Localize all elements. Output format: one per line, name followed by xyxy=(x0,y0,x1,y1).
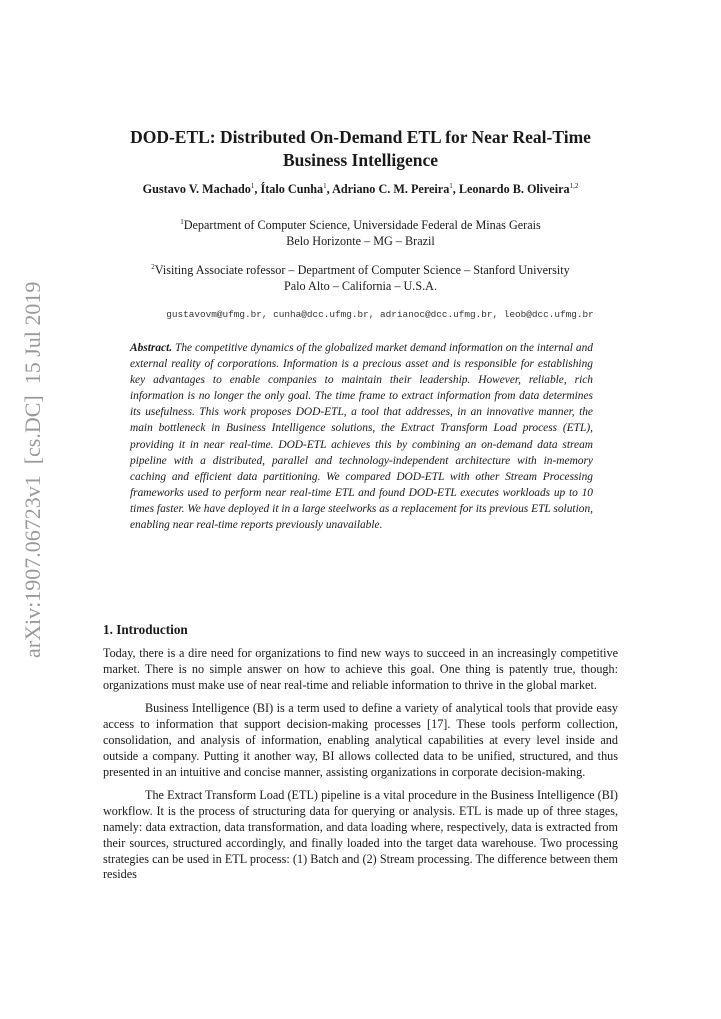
author-name: Gustavo V. Machado xyxy=(142,182,251,196)
author-affiliation-mark: 1 xyxy=(323,181,327,190)
affiliation-line: Belo Horizonte – MG – Brazil xyxy=(286,234,435,248)
affiliation-line: Palo Alto – California – U.S.A. xyxy=(283,279,437,293)
author-affiliation-mark: 1,2 xyxy=(569,181,579,190)
affiliation-1 xyxy=(80,217,641,249)
abstract-label: Abstract. xyxy=(130,342,173,354)
arxiv-stamp-text: arXiv:1907.06723v1 [cs.DC] 15 Jul 2019 xyxy=(20,281,45,658)
section-heading: 1. Introduction xyxy=(103,622,188,637)
author-name: Leonardo B. Oliveira xyxy=(458,182,570,196)
affiliation-line: Department of Computer Science, Universidade Federal de Minas Gerais xyxy=(183,218,541,232)
body-paragraph: Business Intelligence (BI) is a term used to define a variety of analytical tools that provide easy access to information that support decision-making processes [17]. These tools perform collection, consolidation, and analysis of information, enabling analytical capabilities at every level inside and outside a company. Putting it another way, BI allows collected data to be unified, structured, and thus presented in an intuitive and concise manner, assisting organizations in corporate decision-making. xyxy=(103,701,618,779)
abstract xyxy=(130,340,593,533)
author-affiliation-mark: 1 xyxy=(250,181,255,190)
body-paragraph: Today, there is a dire need for organizations to find new ways to succeed in an increasingly competitive market. There is no simple answer on how to achieve this goal. One thing is patently true, though: organizations must make use of near real-time and reliable information to thrive in the global market. xyxy=(103,646,618,692)
author-list: Gustavo V. Machado$^1$, Ítalo Cunha$^1$, Adriano C. M. Pereira$^1$, Leonardo B. Oliveira$^{1,2}$ xyxy=(142,181,579,196)
author-name: Adriano C. M. Pereira xyxy=(332,182,450,196)
section-body xyxy=(103,646,618,883)
paper-title: DOD-ETL: Distributed On-Demand ETL for Near Real-Time Business Intelligence xyxy=(130,127,591,170)
affiliation-2 xyxy=(80,262,641,294)
abstract-text: The competitive dynamics of the globalized market demand information on the internal and external reality of corporations. Information is a precious asset and is responsible for establishing key advantages to enable companies to maintain their leadership. However, reliable, rich information is no longer the only goal. The time frame to extract information from data determines its usefulness. This work proposes DOD-ETL, a tool that addresses, in an innovative manner, the main bottleneck in Business Intelligence solutions, the Extract Transform Load process (ETL), providing it in near real-time. DOD-ETL achieves this by combining an on-demand data stream pipeline with a distributed, parallel and technology-independent architecture with in-memory caching and efficient data partitioning. We compared DOD-ETL with other Stream Processing frameworks used to perform near real-time ETL and found DOD-ETL executes workloads up to 10 times faster. We have deployed it in a large steelworks as a replacement for its previous ETL solution, enabling near real-time reports previously unavailable. xyxy=(130,342,593,532)
affiliation-mark: 1 xyxy=(180,217,184,226)
author-emails: gustavovm@ufmg.br, cunha@dcc.ufmg.br, adrianoc@dcc.ufmg.br, leob@dcc.ufmg.br xyxy=(166,309,594,320)
affiliation-mark: 2 xyxy=(151,262,155,271)
affiliation-line: Visiting Associate rofessor – Department of Computer Science – Stanford University xyxy=(154,263,570,277)
body-paragraph: The Extract Transform Load (ETL) pipeline is a vital procedure in the Business Intelligence (BI) workflow. It is the process of structuring data for querying or analysis. ETL is made up of three stages, namely: data extraction, data transformation, and data loading where, respectively, data is extracted from their sources, structured accordingly, and finally loaded into the target data warehouse. Two processing strategies can be used in ETL process: (1) Batch and (2) Stream processing. The difference between them resides xyxy=(103,788,618,882)
author-name: Ítalo Cunha xyxy=(260,182,324,196)
author-affiliation-mark: 1 xyxy=(449,181,453,190)
